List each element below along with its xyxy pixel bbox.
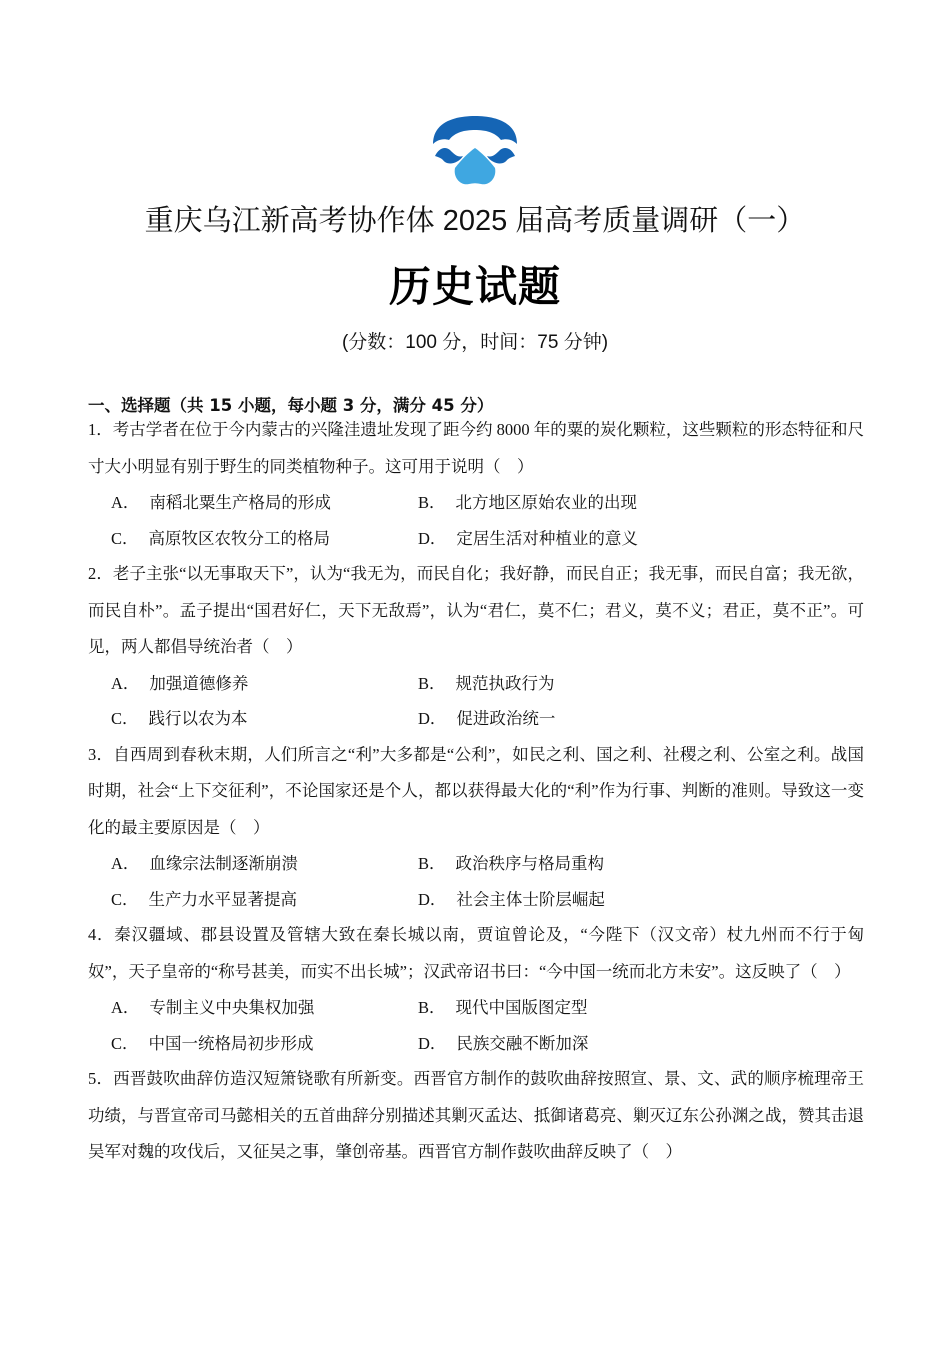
option-a[interactable] xyxy=(111,666,418,702)
option-letter: C． xyxy=(111,889,139,909)
option-letter: B． xyxy=(418,854,446,873)
question-stem: 5．西晋鼓吹曲辞仿造汉短箫铙歌有所新变。西晋官方制作的鼓吹曲辞按照宣、景、文、武的顺序梳理帝王功绩，与晋宣帝司马懿相关的五首曲辞分别描述其剿灭孟达、抵御诸葛亮、剿灭辽东公孙渊之战，赞其击退吴军对魏的攻伐后，又征吴之事，肇创帝基。西晋官方制作鼓吹曲辞反映了（ ） xyxy=(88,1069,864,1161)
option-c[interactable] xyxy=(111,701,418,737)
option-text: 生产力水平显著提高 xyxy=(148,889,298,909)
option-b[interactable] xyxy=(418,485,725,521)
question-3 xyxy=(88,737,864,918)
option-a[interactable] xyxy=(111,846,418,882)
exam-title: 重庆乌江新高考协作体 2025 届高考质量调研（一） xyxy=(144,205,806,237)
subject-title: 历史试题 xyxy=(388,262,561,311)
exam-meta: (分数：100 分，时间：75 分钟) xyxy=(341,332,609,353)
option-b[interactable] xyxy=(418,846,725,882)
option-text: 定居生活对种植业的意义 xyxy=(456,528,638,548)
option-letter: A． xyxy=(111,493,140,512)
option-d[interactable] xyxy=(418,1026,725,1062)
option-text: 加强道德修养 xyxy=(149,673,249,693)
question-stem: 1．考古学者在位于今内蒙古的兴隆洼遗址发现了距今约 8000 年的粟的炭化颗粒，这些颗粒的形态特征和尺寸大小明显有别于野生的同类植物种子。这可用于说明（ ） xyxy=(88,420,864,476)
option-c[interactable] xyxy=(111,882,418,918)
option-letter: C． xyxy=(111,1033,139,1053)
option-text: 规范执政行为 xyxy=(455,673,555,693)
option-c[interactable] xyxy=(111,521,418,557)
option-b[interactable] xyxy=(418,990,725,1026)
option-text: 社会主体士阶层崛起 xyxy=(456,889,605,909)
option-d[interactable] xyxy=(418,521,725,557)
option-text: 中国一统格局初步形成 xyxy=(148,1033,314,1053)
option-b[interactable] xyxy=(418,666,725,702)
option-text: 南稻北粟生产格局的形成 xyxy=(149,493,331,512)
option-text: 高原牧区农牧分工的格局 xyxy=(148,528,331,548)
question-stem: 2．老子主张“以无事取天下”，认为“我无为，而民自化；我好静，而民自正；我无事，而民自富；我无欲，而民自朴”。孟子提出“国君好仁，天下无敌焉”，认为“君仁，莫不仁；君义，莫不义；君正，莫不正”。可见，两人都倡导统治者（ ） xyxy=(88,564,864,656)
option-letter: B． xyxy=(418,673,446,693)
option-letter: A． xyxy=(111,998,140,1017)
option-text: 民族交融不断加深 xyxy=(456,1033,589,1053)
option-letter: A． xyxy=(111,673,140,693)
option-d[interactable] xyxy=(418,882,725,918)
question-5 xyxy=(88,1061,864,1171)
question-1 xyxy=(88,412,864,556)
option-text: 促进政治统一 xyxy=(456,709,556,728)
option-letter: D． xyxy=(418,709,447,728)
question-stem: 3．自西周到春秋末期，人们所言之“利”大多都是“公利”，如民之利、国之利、社稷之利、公室之利。战国时期，社会“上下交征利”，不论国家还是个人，都以获得最大化的“利”作为行事、判断的准则。导致这一变化的最主要原因是（ ） xyxy=(88,744,864,837)
option-d[interactable] xyxy=(418,701,725,737)
options xyxy=(88,485,864,556)
option-letter: D． xyxy=(418,528,447,548)
options xyxy=(88,846,864,917)
options xyxy=(88,990,864,1061)
option-letter: C． xyxy=(111,709,139,728)
wave-logo-icon xyxy=(425,112,525,192)
question-2 xyxy=(88,556,864,737)
option-text: 政治秩序与格局重构 xyxy=(455,854,605,873)
option-text: 北方地区原始农业的出现 xyxy=(455,493,638,512)
option-a[interactable] xyxy=(111,990,418,1026)
option-letter: B． xyxy=(418,998,446,1017)
options xyxy=(88,666,864,737)
question-stem: 4．秦汉疆域、郡县设置及管辖大致在秦长城以南，贾谊曾论及，“今陛下（汉文帝）杖九州而不行于匈奴”，天子皇帝的“称号甚美，而实不出长城”；汉武帝诏书曰：“今中国一统而北方未安”。这反映了（ ） xyxy=(88,925,864,981)
question-4 xyxy=(88,917,864,1061)
option-letter: D． xyxy=(418,889,447,909)
option-text: 专制主义中央集权加强 xyxy=(149,998,315,1017)
option-a[interactable] xyxy=(111,485,418,521)
option-text: 现代中国版图定型 xyxy=(455,998,588,1017)
option-letter: B． xyxy=(418,493,446,512)
option-text: 践行以农为本 xyxy=(148,709,248,728)
section-heading: 一、选择题（共 15 小题，每小题 3 分，满分 45 分） xyxy=(88,396,494,415)
option-text: 血缘宗法制逐渐崩溃 xyxy=(149,854,298,873)
option-letter: C． xyxy=(111,528,139,548)
option-letter: A． xyxy=(111,854,140,873)
option-c[interactable] xyxy=(111,1026,418,1062)
option-letter: D． xyxy=(418,1033,447,1053)
question-list xyxy=(88,412,864,1171)
